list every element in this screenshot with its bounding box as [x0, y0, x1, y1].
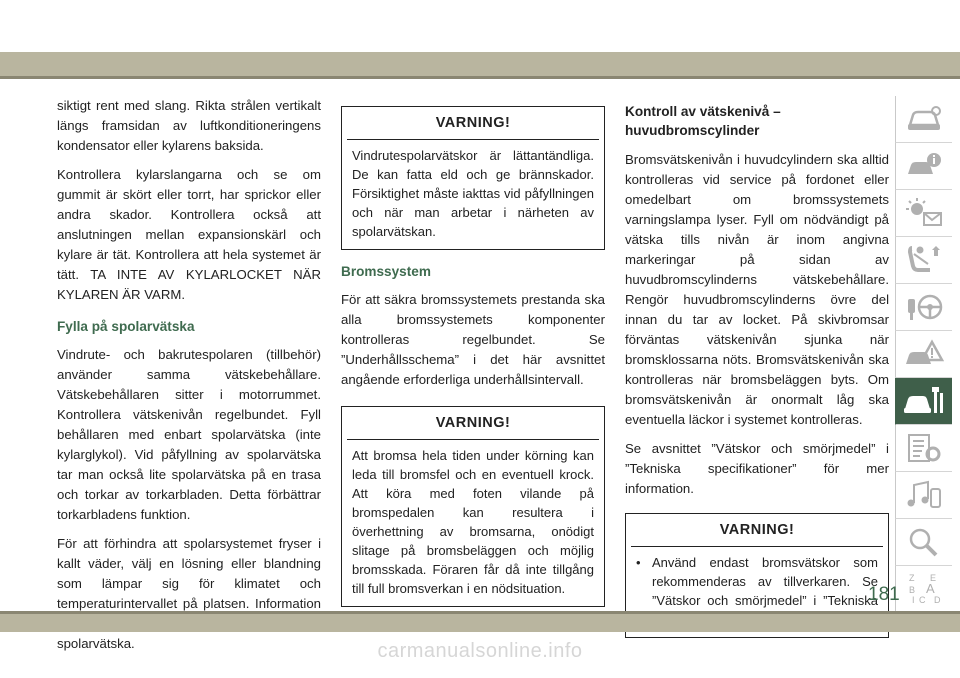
- car-info-icon: [904, 150, 944, 182]
- tab-chapter-8[interactable]: [895, 425, 952, 472]
- tab-chapter-9[interactable]: [895, 472, 952, 519]
- page-number: 181: [868, 584, 900, 605]
- footer-band: [0, 614, 960, 632]
- tab-chapter-7-active[interactable]: [895, 378, 952, 425]
- heading-brake-system: Bromssystem: [341, 264, 431, 279]
- paragraph-washer-fluid: Vindrute- och bakrutespolaren (tillbehör) använder samma vätskebehållare. Vätskebehållaren sitter i motorrummet. Kontrollera vätskenivån regelbundet. Fyll behållaren med enbart spolarvätska (inte kylarglykol). Vid påfyllning av spolarvätska tar man också lite spolarvätska på en trasa och torkar av torkarbladen. Detta förbättrar torkarbladens funktion.: [57, 347, 321, 522]
- music-phone-icon: [904, 479, 944, 511]
- paragraph-brake-system: För att säkra bromssystemets prestanda ska alla bromssystemets komponenter kontrolleras regelbundet. Se ”Underhållsschema” i det här avsnittet angående erforderliga underhållsintervall.: [341, 292, 605, 387]
- heading-brake-fluid-level: Kontroll av vätskenivå – huvudbromscylinder: [625, 104, 781, 138]
- car-dashboard-icon: [904, 103, 944, 135]
- warning-title: VARNING!: [347, 407, 599, 440]
- index-letter: C: [919, 595, 926, 605]
- warning-title: VARNING!: [631, 514, 883, 547]
- top-margin: [0, 0, 960, 52]
- column-left: [57, 96, 321, 663]
- checklist-gear-icon: [904, 432, 944, 464]
- paragraph-brake-fluid-level: Bromsvätskenivån i huvudcylindern ska alltid kontrolleras vid service på fordonet eller omedelbart om bromssystemets varningslampa lyser. Fyll om nödvändigt på vätska tills nivån är inom angivna markeringar på sidan av huvudbromscylinderns vätskebehållare. Rengör huvudbromscylinderns övre del innan du tar av locket. På skivbromsar förväntas vätskenivån sjunka när bromsklossarna nöts. Bromsvätskenivån ska kontrolleras när bromsbeläggen byts. Om bromsvätskenivån är onormalt låg ska eventuella läckor i systemet kontrolleras.: [625, 152, 889, 427]
- alphabet-index-icon: [904, 571, 944, 607]
- seat-safety-icon: [904, 244, 944, 276]
- column-middle: [341, 106, 605, 619]
- paragraph-washer-freeze: För att förhindra att spolarsystemet fryser i kallt väder, välj en lösning eller blandning som lämpar sig för klimatet och temperaturintervallet på platsen. Information spolarvätska.: [57, 536, 321, 651]
- warning-list-item: • Använd endast bromsvätskor som rekommenderas av tillverkaren. Se ”Vätskor och smörjmedel” i ”Tekniska: [636, 553, 878, 629]
- column-right: [625, 102, 889, 650]
- magnifier-icon: [904, 526, 944, 558]
- header-stripe: [0, 76, 960, 79]
- tab-chapter-5[interactable]: [895, 284, 952, 331]
- chapter-tab-sidebar: [895, 96, 951, 613]
- paragraph-radiator-cleaning: siktigt rent med slang. Rikta strålen vertikalt längs framsidan av luftkonditioneringens kondensator eller kylarens baksida.: [57, 98, 321, 153]
- index-letter: D: [934, 595, 941, 605]
- tab-chapter-4[interactable]: [895, 237, 952, 284]
- index-letter: A: [926, 581, 935, 596]
- tab-chapter-10[interactable]: [895, 519, 952, 566]
- tab-chapter-6[interactable]: [895, 331, 952, 378]
- watermark: carmanualsonline.info: [377, 640, 583, 662]
- index-letter: I: [912, 595, 915, 605]
- paragraph-fluids-reference: Se avsnittet ”Vätskor och smörjmedel” i ”Tekniska specifikationer” för mer information.: [625, 441, 889, 496]
- key-steering-icon: [904, 291, 944, 323]
- heading-washer-fluid: Fylla på spolarvätska: [57, 319, 195, 334]
- index-letter: Z: [909, 573, 915, 583]
- car-wrench-icon: [903, 385, 945, 417]
- header-band: [0, 52, 960, 76]
- paragraph-radiator-hoses: Kontrollera kylarslangarna och se om gummit är skört eller torrt, har sprickor eller andra skador. Kontrollera också att anslutningen mellan expansionskärl och kylare är tät. Kontrollera att hela systemet är tätt. TA INTE AV KYLARLOCKET NÄR KYLAREN ÄR VARM.: [57, 167, 321, 302]
- warning-title: VARNING!: [347, 107, 599, 140]
- tab-chapter-3[interactable]: [895, 190, 952, 237]
- car-warning-icon: [904, 338, 944, 370]
- warning-box-brakes: [341, 406, 605, 607]
- warning-box-washer: [341, 106, 605, 250]
- tab-chapter-1[interactable]: [895, 96, 952, 143]
- light-message-icon: [904, 197, 944, 229]
- index-letter: B: [909, 585, 916, 595]
- warning-body: Att bromsa hela tiden under körning kan leda till bromsfel och en eventuell krock. Att köra med foten vilande på bromspedalen kan resultera i överhettning av bromsarna, onödigt slitage på bromsbeläggen och möjlig bromsskada. Föraren får då inte tillgång till full bromsverkan i en nödsituation.: [352, 448, 594, 596]
- warning-body: Vindrutespolarvätskor är lättantändliga. De kan fatta eld och ge brännskador. Försiktighet måste iakttas vid påfyllningen och när man arbetar i närheten av spolarvätskan.: [352, 148, 594, 239]
- tab-chapter-2[interactable]: [895, 143, 952, 190]
- tab-chapter-11[interactable]: [895, 566, 952, 613]
- index-letter: E: [930, 573, 937, 583]
